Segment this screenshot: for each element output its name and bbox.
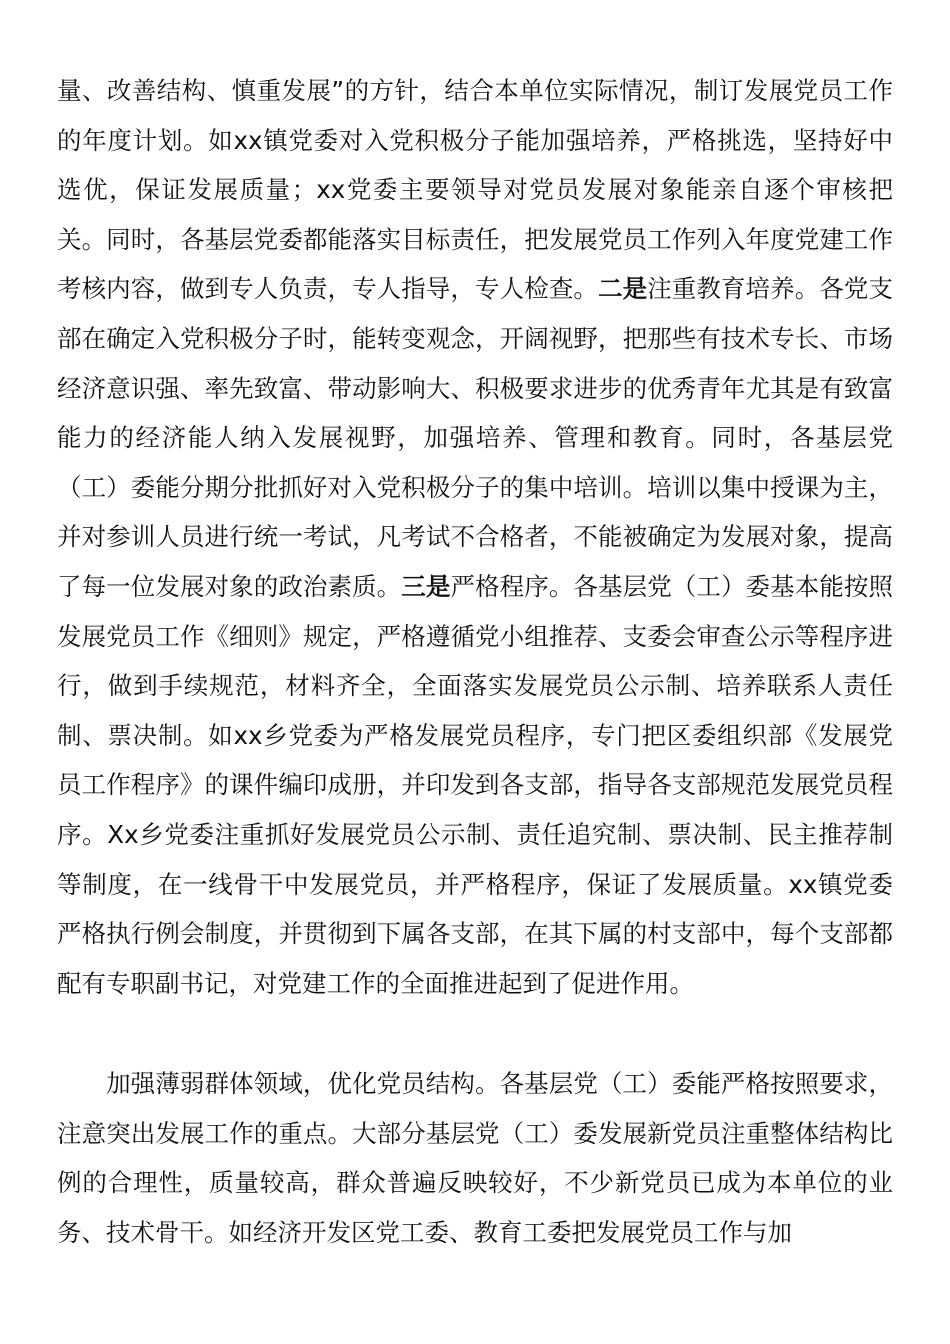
paragraph-1-text	[57, 66, 893, 1008]
point-three-marker: 三是	[401, 571, 451, 601]
point-three-text: 严格程序。各基层党（工）委基本能按照发展党员工作《细则》规定，严格遵循党小组推荐、支委会审查公示等程序进行，做到手续规范，材料齐全，全面落实发展党员公示制、培养联系人责任制、票决制。如xx乡党委为严格发展党员程序，专门把区委组织部《发展党员工作程序》的课件编印成册，并印发到各支部，指导各支部规范发展党员程序。Xx乡党委注重抓好发展党员公示制、责任追究制、票决制、民主推荐制等制度，在一线骨干中发展党员，并严格程序，保证了发展质量。xx镇党委严格执行例会制度，并贯彻到下属各支部，在其下属的村支部中，每个支部都配有专职副书记，对党建工作的全面推进起到了促进作用。	[57, 571, 894, 998]
point-two-text: 注重教育培养。各党支部在确定入党积极分子时，能转变观念，开阔视野，把那些有技术专长、市场经济意识强、率先致富、带动影响大、积极要求进步的优秀青年尤其是有致富能力的经济能人纳入发展视野，加强培养、管理和教育。同时，各基层党（工）委能分期分批抓好对入党积极分子的集中培训。培训以集中授课为主，并对参训人员进行统一考试，凡考试不合格者，不能被确定为发展对象，提高了每一位发展对象的政治素质。	[57, 274, 894, 601]
paragraph-2	[57, 1059, 893, 1257]
paragraph-1	[57, 66, 893, 1008]
paragraph-1-lead: 量、改善结构、慎重发展”的方针，结合本单位实际情况，制订发展党员工作的年度计划。如xx镇党委对入党积极分子能加强培养，严格挑选，坚持好中选优，保证发展质量；xx党委主要领导对党员发展对象能亲自逐个审核把关。同时，各基层党委都能落实目标责任，把发展党员工作列入年度党建工作考核内容，做到专人负责，专人指导，专人检查。	[57, 76, 893, 304]
point-two-marker: 二是	[598, 274, 648, 304]
paragraph-2-text	[57, 1059, 893, 1257]
paragraph-2-body: 加强薄弱群体领域，优化党员结构。各基层党（工）委能严格按照要求，注意突出发展工作的重点。大部分基层党（工）委发展新党员注重整体结构比例的合理性，质量较高，群众普遍反映较好，不少新党员已成为本单位的业务、技术骨干。如经济开发区党工委、教育工委把发展党员工作与加	[57, 1069, 893, 1247]
